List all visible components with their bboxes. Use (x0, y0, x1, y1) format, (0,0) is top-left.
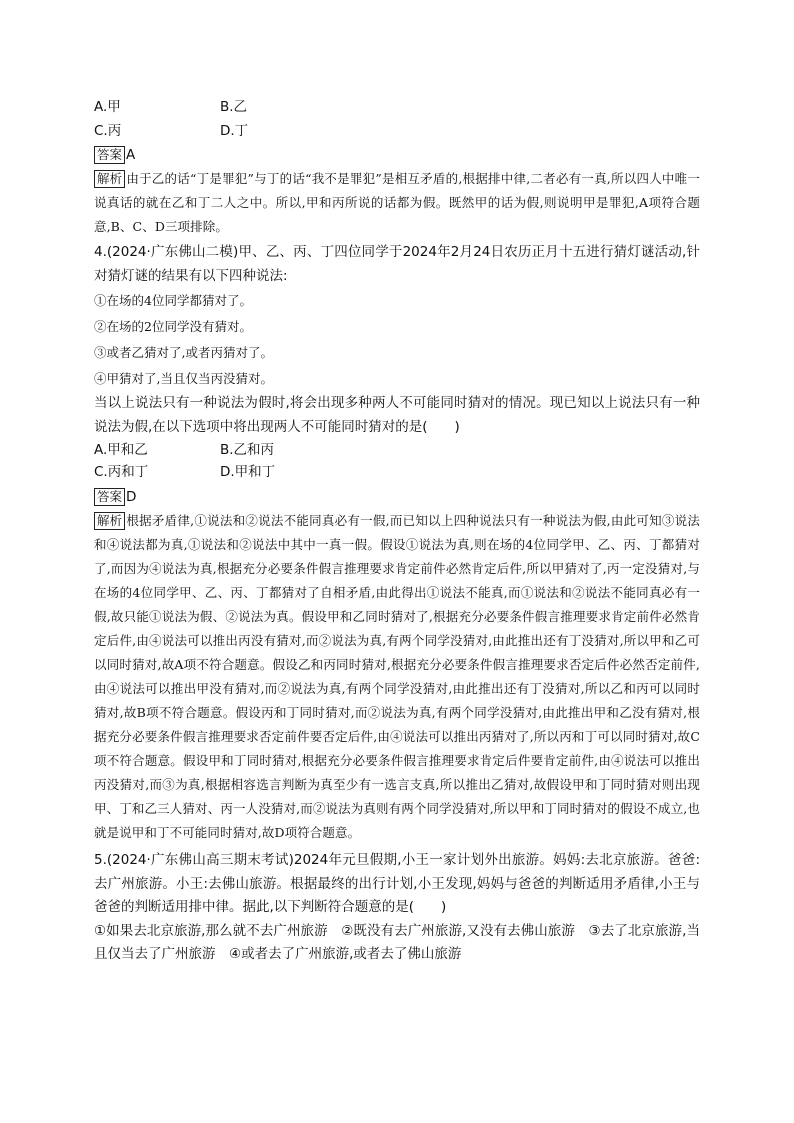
q4-answer-value: D (126, 489, 137, 505)
q5-stem: 5.(2024·广东佛山高三期末考试)2024年元旦假期,小王一家计划外出旅游。妈妈:去北京旅游。爸爸:去广州旅游。小王:去佛山旅游。根据最终的出行计划,小王发现,妈妈与爸爸的判断适用矛盾律,小王与爸爸的判断适用排中律。据此,以下判断符合题意的是( ) (94, 852, 700, 915)
q4-explanation-text: 根据矛盾律,①说法和②说法不能同真必有一假,而已知以上四种说法只有一种说法为假,由此可知③说法和④说法都为真,①说法和②说法中其中一真一假。假设①说法为真,则在场的4位同学甲、乙、丙、丁都猜对了,而因为④说法为真,根据充分必要条件假言推理要求肯定前件必然肯定后件,所以甲猜对了,丙一定没猜对,与在场的4位同学甲、乙、丙、丁都猜对了自相矛盾,由此得出①说法不能真,而①说法和②说法不能同真必有一假,故只能①说法为假、②说法为真。假设甲和乙同时猜对了,根据充分必要条件假言推理要求肯定前件必然肯定后件,由④说法可以推出丙没有猜对,而②说法为真,有两个同学没猜对,由此推出还有丁没猜对,所以甲和乙可以同时猜对,故A项不符合题意。假设乙和丙同时猜对,根据充分必要条件假言推理要求否定后件必然否定前件,由④说法可以推出甲没有猜对,而②说法为真,有两个同学没猜对,由此推出还有丁没猜对,所以乙和丙可以同时猜对,故B项不符合题意。假设丙和丁同时猜对,而②说法为真,有两个同学没猜对,由此推出甲和乙没有猜对,根据充分必要条件假言推理要求否定前件要否定后件,由④说法可以推出丙猜对了,所以丙和丁可以同时猜对,故C项不符合题意。假设甲和丁同时猜对,根据充分必要条件假言推理要求肯定后件要肯定前件,由④说法可以推出丙没猜对,而③为真,根据相容选言判断为真至少有一选言支真,所以推出乙猜对,故假设甲和丁同时猜对则出现甲、丁和乙三人猜对、丙一人没猜对,而②说法为真则有两个同学没猜对,所以甲和丁同时猜对的假设不成立,也就是说甲和丁不可能同时猜对,故D项符合题意。 (94, 513, 700, 840)
q4-option-b: B.乙和丙 (220, 442, 275, 458)
q4-statement-1: ①在场的4位同学都猜对了。 (94, 293, 252, 308)
q4-explanation (94, 509, 700, 845)
q3-option-b: B.乙 (220, 99, 248, 115)
q3-explanation (94, 167, 700, 239)
q4-answer (94, 486, 700, 508)
q4-options (94, 439, 700, 483)
explain-tag: 解析 (94, 512, 125, 530)
q4-option-a: A.甲和乙 (94, 442, 148, 458)
answer-tag: 答案 (94, 146, 125, 164)
q5-choices: ①如果去北京旅游,那么就不去广州旅游 ②既没有去广州旅游,又没有去佛山旅游 ③去了北京旅游,当且仅当去了广州旅游 ④或者去了广州旅游,或者去了佛山旅游 (94, 922, 700, 962)
q3-option-c: C.丙 (94, 123, 122, 139)
q3-explanation-text: 由于乙的话“丁是罪犯”与丁的话“我不是罪犯”是相互矛盾的,根据排中律,二者必有一真,所以四人中唯一说真话的就在乙和丁二人之中。所以,甲和丙所说的话都为假。既然甲的话为假,则说明甲是罪犯,A项符合题意,B、C、D三项排除。 (94, 171, 700, 234)
q3-answer (94, 144, 700, 166)
q4-stem: 4.(2024·广东佛山二模)甲、乙、丙、丁四位同学于2024年2月24日农历正月十五进行猜灯谜活动,针对猜灯谜的结果有以下四种说法: (94, 244, 700, 284)
q4-question: 当以上说法只有一种说法为假时,将会出现多种两人不可能同时猜对的情况。现已知以上说法只有一种说法为假,在以下选项中将出现两人不可能同时猜对的是( ) (94, 395, 700, 435)
q4-statements (94, 288, 700, 392)
answer-tag: 答案 (94, 488, 125, 506)
q3-answer-value: A (126, 147, 136, 163)
q3-option-d: D.丁 (220, 123, 249, 139)
q3-option-a: A.甲 (94, 99, 121, 115)
q4-option-d: D.甲和丁 (220, 464, 276, 480)
explain-tag: 解析 (94, 170, 125, 188)
q4-statement-3: ③或者乙猜对了,或者丙猜对了。 (94, 345, 273, 360)
q4-option-c: C.丙和丁 (94, 464, 149, 480)
q3-options (94, 96, 700, 142)
q4-statement-4: ④甲猜对了,当且仅当丙没猜对。 (94, 371, 273, 386)
q4-statement-2: ②在场的2位同学没有猜对。 (94, 319, 252, 334)
document-page (94, 96, 700, 967)
